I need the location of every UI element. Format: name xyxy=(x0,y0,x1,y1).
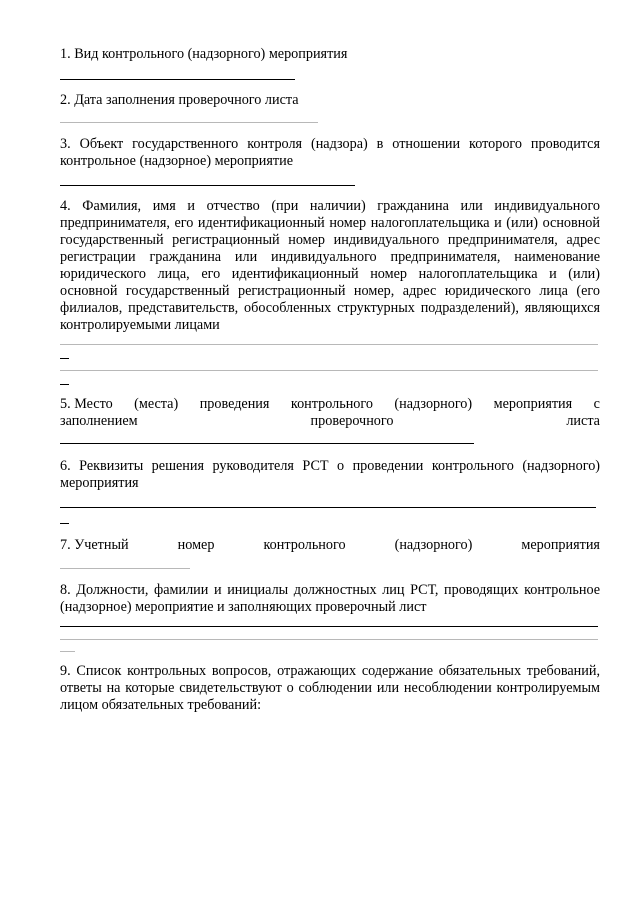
item-7-text: 7. Учетный номер контрольного (надзорного) мероприятия xyxy=(60,537,600,553)
fill-line-2[interactable] xyxy=(60,122,318,123)
fill-line-5[interactable] xyxy=(60,443,474,444)
fill-line-4a[interactable] xyxy=(60,344,598,345)
fill-line-1[interactable] xyxy=(60,79,295,80)
item-9 xyxy=(60,663,600,714)
item-5-line-1: 5. Место (места) проведения контрольного (надзорного) мероприятия с xyxy=(60,396,600,412)
item-6 xyxy=(60,458,600,492)
item-3-text: 3. Объект государственного контроля (надзора) в отношении которого проводится контрольное (надзорное) мероприятие xyxy=(60,136,600,169)
item-2 xyxy=(60,92,600,109)
fill-line-4b[interactable] xyxy=(60,370,598,371)
item-6-text: 6. Реквизиты решения руководителя РСТ о проведении контрольного (надзорного) мероприятия xyxy=(60,458,601,491)
fill-line-6-end xyxy=(60,523,69,524)
fill-line-4b-end xyxy=(60,384,69,385)
fill-line-8b[interactable] xyxy=(60,639,598,640)
fill-line-4a-end xyxy=(60,358,69,359)
fill-line-7[interactable] xyxy=(60,568,190,569)
item-1-text: 1. Вид контрольного (надзорного) мероприятия xyxy=(60,46,348,62)
item-8 xyxy=(60,582,600,616)
item-5-line-2: заполнением проверочного листа xyxy=(60,413,600,429)
item-4-text: 4. Фамилия, имя и отчество (при наличии) гражданина или индивидуального предпринимателя, его идентификационный номер налогоплательщика и (или) основной государственный регистрационный номер индивидуального предпринимателя, адрес регистрации гражданина или индивидуального предпринимателя, наименование юридического лица, его идентификационный номер налогоплательщика и (или) основной государственный регистрационный номер, адрес юридического лица (его филиалов, представительств, обособленных структурных подразделений), являющихся контролируемыми лицами xyxy=(60,198,601,333)
item-9-text: 9. Список контрольных вопросов, отражающих содержание обязательных требований, ответы на которые свидетельствуют о соблюдении или несоблюдении контролируемым лицом обязательных требований: xyxy=(60,663,601,713)
item-2-text: 2. Дата заполнения проверочного листа xyxy=(60,92,299,108)
item-4 xyxy=(60,198,600,334)
item-5 xyxy=(60,396,600,430)
fill-line-8-end xyxy=(60,651,75,652)
item-3 xyxy=(60,136,600,170)
fill-line-3[interactable] xyxy=(60,185,355,186)
fill-line-6[interactable] xyxy=(60,507,596,508)
fill-line-8a[interactable] xyxy=(60,626,598,627)
item-8-text: 8. Должности, фамилии и инициалы должностных лиц РСТ, проводящих контрольное (надзорное) мероприятие и заполняющих проверочный лист xyxy=(60,582,601,615)
item-7 xyxy=(60,537,600,554)
item-1 xyxy=(60,46,600,63)
